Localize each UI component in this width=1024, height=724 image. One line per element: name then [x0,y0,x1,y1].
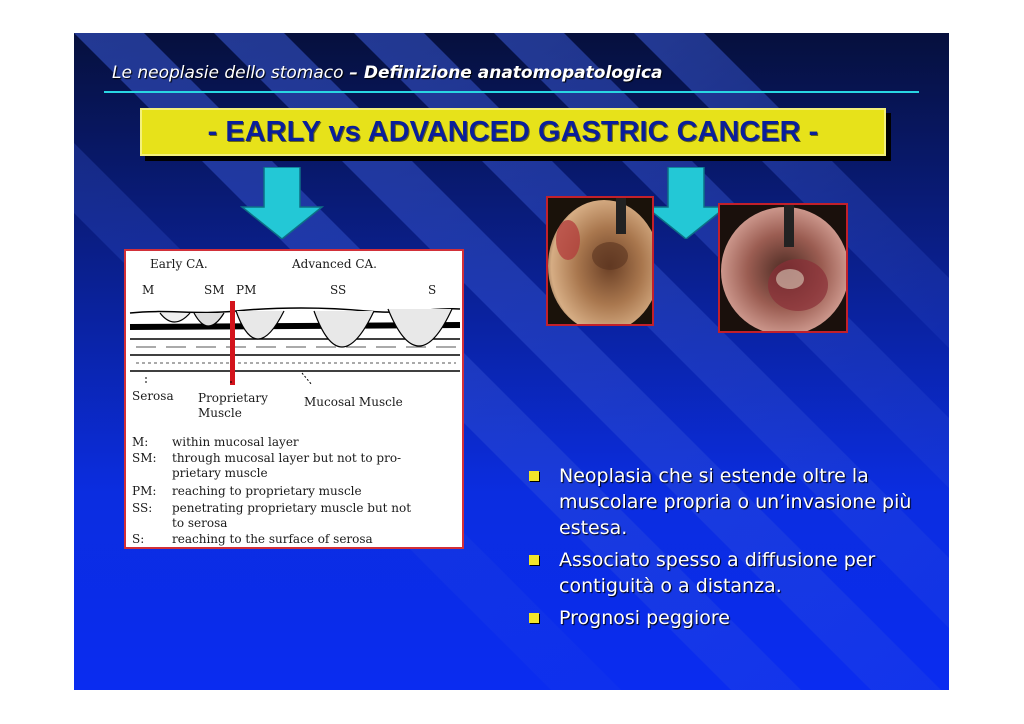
legend-row: SS: penetrating proprietary muscle but not [132,501,412,515]
bullet-item [529,605,929,631]
square-bullet-icon [529,555,539,565]
diagram-col-s: S [428,283,437,297]
title-box [140,108,886,156]
diagram-label-muscle: Muscle [198,406,242,420]
bullet-text: Associato spesso a diffusione per contiguità o a distanza. [559,549,876,597]
diagram-col-pm: PM [236,283,257,297]
square-bullet-icon [529,471,539,481]
gastric-wall-diagram [124,249,464,549]
slide-title: - EARLY vs ADVANCED GASTRIC CANCER - [207,115,819,148]
diagram-col-sm: SM [204,283,225,297]
header-divider [104,91,919,93]
diagram-col-ss: SS [330,283,347,297]
down-arrow-icon [240,167,324,239]
legend-row: S: reaching to the surface of serosa [132,532,373,546]
legend-row: M: within mucosal layer [132,435,299,449]
slide [74,33,949,690]
bullet-item [529,463,929,541]
square-bullet-icon [529,613,539,623]
endoscopy-photo-advanced [718,203,848,333]
diagram-label-mucosal-muscle: Mucosal Muscle [304,395,403,409]
bullet-list [529,463,929,637]
header-separator: – [343,63,364,83]
legend-row: SM: through mucosal layer but not to pro- [132,451,402,465]
down-arrow-icon [644,167,728,239]
legend-row: prietary muscle [172,466,268,480]
wall-layers-drawing [126,297,462,387]
bullet-text: Neoplasia che si estende oltre la muscolare propria o un’invasione più estesa. [559,465,912,539]
legend-row: PM: reaching to proprietary muscle [132,484,362,498]
legend-row: to serosa [172,516,228,530]
endoscopy-photo-early [546,196,654,326]
header-topic: Le neoplasie dello stomaco [112,63,344,83]
header-text [112,63,663,83]
diagram-label-serosa: Serosa [132,389,174,403]
bullet-item [529,547,929,599]
bullet-text: Prognosi peggiore [559,607,730,629]
diagram-group-early: Early CA. [150,257,208,271]
diagram-col-m: M [142,283,155,297]
diagram-label-proprietary: Proprietary [198,391,268,405]
header-subtitle: Definizione anatomopatologica [363,63,663,83]
diagram-group-advanced: Advanced CA. [292,257,377,271]
